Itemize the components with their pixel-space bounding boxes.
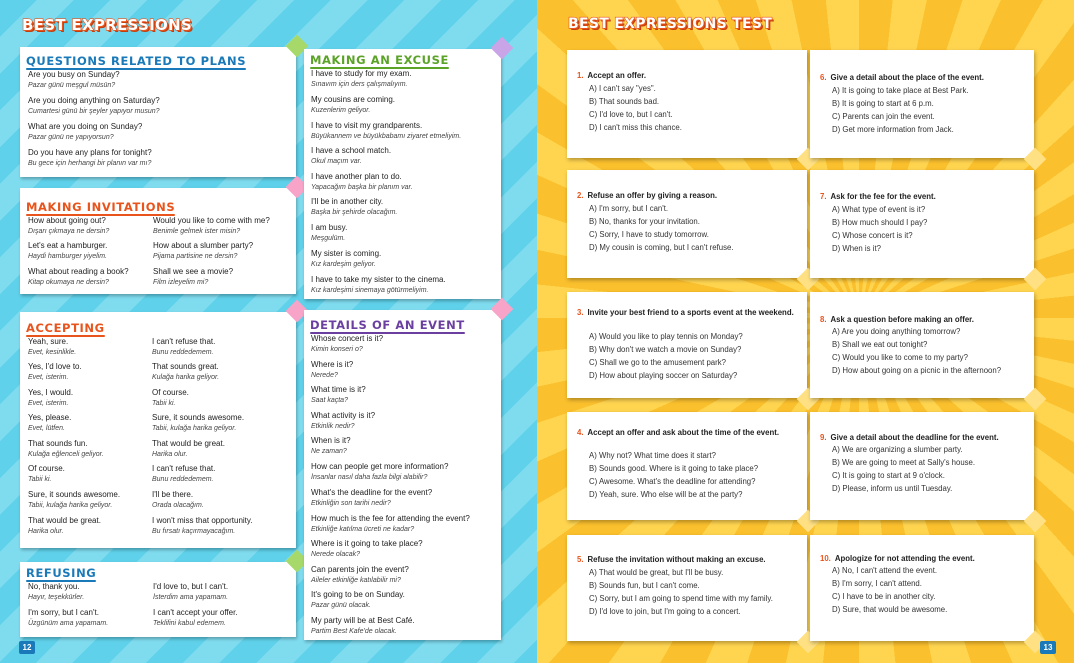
card-accepting [20, 312, 296, 548]
expression: Where is it going to take place? Nerede olacak? [311, 539, 423, 558]
answer-option[interactable]: D) My cousin is coming, but I can't refuse. [589, 243, 734, 252]
right-page [537, 0, 1074, 663]
expression: My cousins are coming. Kuzenlerim geliyor. [311, 95, 396, 114]
question-card-7 [810, 170, 1034, 278]
answer-option[interactable]: A) Why not? What time does it start? [589, 451, 716, 460]
answer-option[interactable]: D) How about going on a picnic in the afternoon? [832, 366, 1002, 375]
expression: My party will be at Best Café. Partim Best Kafe'de olacak. [311, 616, 415, 635]
question-card-2 [567, 170, 807, 278]
expression: No, thank you. Hayır, teşekkürler. [28, 582, 85, 601]
card-refusing [20, 562, 296, 637]
expression: That sounds great. Kulağa harika geliyor. [152, 362, 220, 381]
expression: Do you have any plans for tonight? Bu gece için herhangi bir planın var mı? [28, 148, 152, 167]
expression: Of course. Tabii ki. [28, 464, 65, 483]
expression: Let's eat a hamburger. Haydi hamburger yiyelim. [28, 241, 108, 260]
card-plans [20, 47, 296, 177]
answer-option[interactable]: D) How about playing soccer on Saturday? [589, 371, 738, 380]
answer-option[interactable]: B) Sounds good. Where is it going to take place? [589, 464, 759, 473]
expression: I can't refuse that. Bunu reddedemem. [152, 464, 216, 483]
expression: What's the deadline for the event? Etkinliğin son tarihi nedir? [311, 488, 433, 507]
expression: I can't refuse that. Bunu reddedemem. [152, 337, 216, 356]
expression: Would you like to come with me? Benimle gelmek ister misin? [153, 216, 270, 235]
answer-option[interactable]: A) What type of event is it? [832, 205, 926, 214]
expression: Shall we see a movie? Film izleyelim mi? [153, 267, 234, 286]
page-title: BEST EXPRESSIONS TEST [568, 16, 773, 32]
answer-option[interactable]: C) I have to be in another city. [832, 592, 936, 601]
expression: Of course. Tabii ki. [152, 388, 189, 407]
expression: What are you doing on Sunday? Pazar günü ne yapıyorsun? [28, 122, 143, 141]
answer-option[interactable]: C) Would you like to come to my party? [832, 353, 968, 362]
section-heading-excuse: MAKING AN EXCUSE [310, 53, 449, 67]
page-number: 13 [1040, 641, 1056, 654]
expression: It's going to be on Sunday. Pazar günü olacak. [311, 590, 405, 609]
expression: I have to visit my grandparents. Büyükannem ve büyükbabamı ziyaret etmeliyim. [311, 121, 462, 140]
card-invitations [20, 188, 296, 294]
expression: That would be great. Harika olur. [28, 516, 101, 535]
expression: I'm sorry, but I can't. Üzgünüm ama yapamam. [28, 608, 109, 627]
answer-option[interactable]: D) Please, inform us until Tuesday. [832, 484, 953, 493]
answer-option[interactable]: C) Awesome. What's the deadline for attending? [589, 477, 756, 486]
card-details [304, 310, 501, 640]
answer-option[interactable]: A) That would be great, but I'll be busy. [589, 568, 724, 577]
answer-option[interactable]: D) I can't miss this chance. [589, 123, 682, 132]
question-card-1 [567, 50, 807, 158]
answer-option[interactable]: A) Would you like to play tennis on Monday? [589, 332, 743, 341]
expression: Yes, please. Evet, lütfen. [28, 413, 72, 432]
answer-option[interactable]: C) Shall we go to the amusement park? [589, 358, 726, 367]
corner-fold [491, 37, 514, 60]
expression: Yes, I would. Evet, isterim. [28, 388, 74, 407]
expression: How about going out? Dışarı çıkmaya ne dersin? [28, 216, 110, 235]
question-prompt: 2. Refuse an offer by giving a reason. [577, 191, 718, 200]
answer-option[interactable]: A) No, I can't attend the event. [832, 566, 938, 575]
answer-option[interactable]: D) I'd love to join, but I'm going to a concert. [589, 607, 741, 616]
expression: Whose concert is it? Kimin konseri o? [311, 334, 384, 353]
question-card-4 [567, 412, 807, 520]
corner-fold [1024, 388, 1047, 411]
answer-option[interactable]: B) We are going to meet at Sally's house. [832, 458, 976, 467]
question-prompt: 7. Ask for the fee for the event. [820, 192, 936, 201]
expression: I'd love to, but I can't. İsterdim ama yapamam. [153, 582, 229, 601]
question-prompt: 6. Give a detail about the place of the event. [820, 73, 984, 82]
answer-option[interactable]: D) Sure, that would be awesome. [832, 605, 948, 614]
expression: How can people get more information? İnsanlar nasıl daha fazla bilgi alabilir? [311, 462, 449, 481]
expression: I'll be in another city. Başka bir şehirde olacağım. [311, 197, 398, 216]
question-card-5 [567, 535, 807, 641]
answer-option[interactable]: D) Yeah, sure. Who else will be at the party? [589, 490, 743, 499]
page-title: BEST EXPRESSIONS [22, 16, 192, 34]
card-excuse [304, 49, 501, 299]
expression: Sure, it sounds awesome. Tabii, kulağa harika geliyor. [28, 490, 121, 509]
expression: How much is the fee for attending the event? Etkinliğe katılma ücreti ne kadar? [311, 514, 470, 533]
question-card-3 [567, 292, 807, 398]
question-card-9 [810, 412, 1034, 520]
question-card-8 [810, 292, 1034, 398]
question-prompt: 10. Apologize for not attending the event. [820, 554, 975, 563]
question-prompt: 8. Ask a question before making an offer. [820, 315, 974, 324]
answer-option[interactable]: C) Sorry, I have to study tomorrow. [589, 230, 709, 239]
answer-option[interactable]: D) When is it? [832, 244, 881, 253]
expression: That would be great. Harika olur. [152, 439, 225, 458]
answer-option[interactable]: A) It is going to take place at Best Park. [832, 86, 969, 95]
question-prompt: 9. Give a detail about the deadline for the event. [820, 433, 999, 442]
expression: I'll be there. Orada olacağım. [152, 490, 204, 509]
expression: That sounds fun. Kulağa eğlenceli geliyor. [28, 439, 104, 458]
expression: What about reading a book? Kitap okumaya ne dersin? [28, 267, 129, 286]
question-prompt: 3. Invite your best friend to a sports event at the weekend. [577, 308, 794, 317]
section-heading-plans: QUESTIONS RELATED TO PLANS [26, 54, 247, 68]
corner-fold [1024, 268, 1047, 291]
question-prompt: 1. Accept an offer. [577, 71, 647, 80]
question-card-10 [810, 535, 1034, 641]
question-prompt: 4. Accept an offer and ask about the time of the event. [577, 428, 780, 437]
expression: When is it? Ne zaman? [311, 436, 351, 455]
corner-fold [1024, 148, 1047, 171]
answer-option[interactable]: C) I'd love to, but I can't. [589, 110, 673, 119]
answer-option[interactable]: C) It is going to start at 9 o'clock. [832, 471, 945, 480]
answer-option[interactable]: A) I can't say "yes". [589, 84, 656, 93]
question-prompt: 5. Refuse the invitation without making an excuse. [577, 555, 766, 564]
answer-option[interactable]: A) We are organizing a slumber party. [832, 445, 963, 454]
answer-option[interactable]: D) Get more information from Jack. [832, 125, 954, 134]
answer-option[interactable]: B) I'm sorry, I can't attend. [832, 579, 922, 588]
section-heading-refusing: REFUSING [26, 566, 97, 580]
corner-fold [1024, 510, 1047, 533]
expression: I have a school match. Okul maçım var. [311, 146, 392, 165]
expression: How about a slumber party? Pijama partisine ne dersin? [153, 241, 254, 260]
expression: Sure, it sounds awesome. Tabii, kulağa harika geliyor. [152, 413, 245, 432]
answer-option[interactable]: A) Are you doing anything tomorrow? [832, 327, 961, 336]
expression: I have to take my sister to the cinema. Kız kardeşimi sinemaya götürmeliyim. [311, 275, 446, 294]
question-card-6 [810, 50, 1034, 158]
expression: Where is it? Nerede? [311, 360, 354, 379]
answer-option[interactable]: B) No, thanks for your invitation. [589, 217, 700, 226]
answer-option[interactable]: A) I'm sorry, but I can't. [589, 204, 669, 213]
corner-fold [491, 298, 514, 321]
expression: What activity is it? Etkinlik nedir? [311, 411, 376, 430]
answer-option[interactable]: B) How much should I pay? [832, 218, 928, 227]
answer-option[interactable]: B) Sounds fun, but I can't come. [589, 581, 700, 590]
expression: I have another plan to do. Yapacağım başka bir planım var. [311, 172, 413, 191]
answer-option[interactable]: B) That sounds bad. [589, 97, 660, 106]
answer-option[interactable]: C) Parents can join the event. [832, 112, 935, 121]
answer-option[interactable]: C) Whose concert is it? [832, 231, 913, 240]
page-number: 12 [19, 641, 35, 654]
expression: I am busy. Meşgulüm. [311, 223, 348, 242]
section-heading-accepting: ACCEPTING [26, 321, 105, 335]
answer-option[interactable]: B) It is going to start at 6 p.m. [832, 99, 934, 108]
expression: Are you doing anything on Saturday? Cumartesi günü bir şeyler yapıyor musun? [28, 96, 160, 115]
expression: Are you busy on Sunday? Pazar günü meşgul müsün? [28, 70, 120, 89]
expression: Yes, I'd love to. Evet, isterim. [28, 362, 82, 381]
section-heading-invitations: MAKING INVITATIONS [26, 200, 176, 214]
section-heading-details: DETAILS OF AN EVENT [310, 318, 465, 332]
expression: Can parents join the event? Aileler etkinliğe katılabilir mi? [311, 565, 409, 584]
expression: I have to study for my exam. Sınavım için ders çalışmalıyım. [311, 69, 412, 88]
expression: What time is it? Saat kaçta? [311, 385, 366, 404]
expression: I won't miss that opportunity. Bu fırsatı kaçırmayacağım. [152, 516, 253, 535]
answer-option[interactable]: B) Shall we eat out tonight? [832, 340, 928, 349]
expression: Yeah, sure. Evet, kesinlikle. [28, 337, 77, 356]
answer-option[interactable]: C) Sorry, but I am going to spend time with my family. [589, 594, 773, 603]
expression: My sister is coming. Kız kardeşim geliyor. [311, 249, 382, 268]
expression: I can't accept your offer. Teklifini kabul edemem. [153, 608, 238, 627]
answer-option[interactable]: B) Why don't we watch a movie on Sunday? [589, 345, 742, 354]
